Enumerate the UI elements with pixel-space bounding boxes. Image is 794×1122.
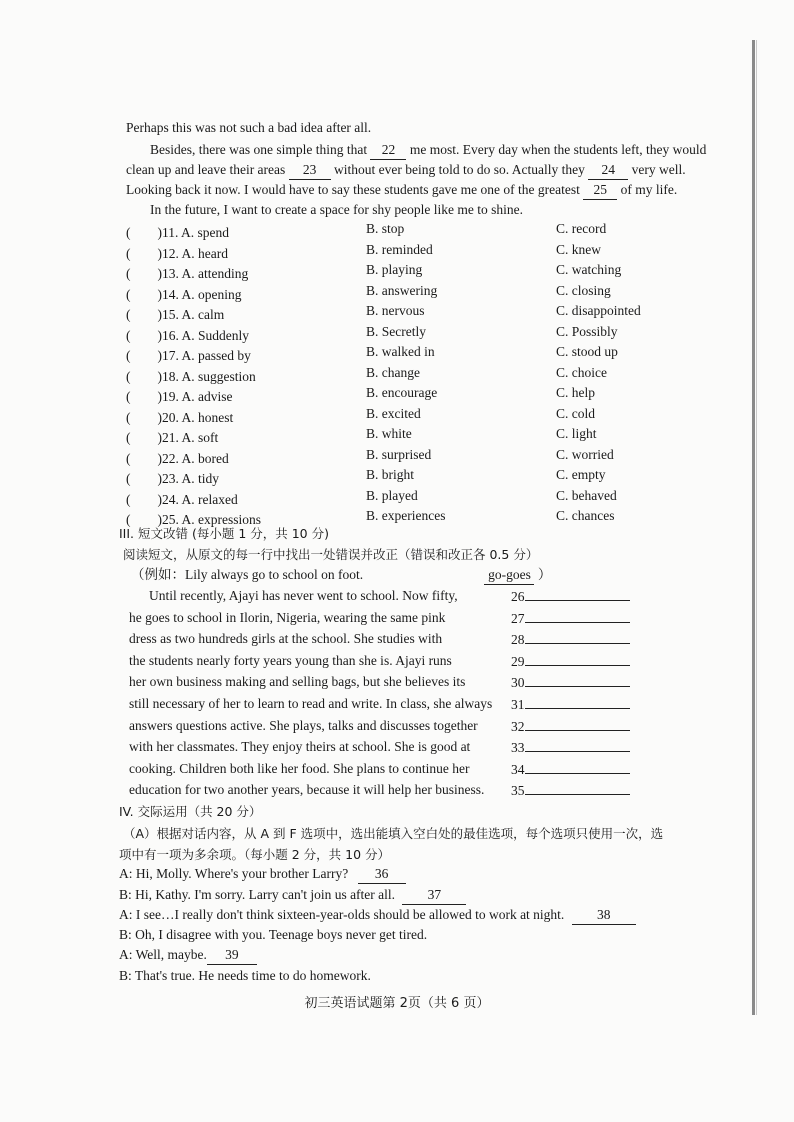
answer-number: 26	[511, 589, 525, 604]
passage-line-5: In the future, I want to create a space for shy people like me to shine.	[150, 202, 523, 217]
option-c: C. watching	[556, 262, 622, 277]
option-c: C. record	[556, 221, 607, 236]
proofreading-text-line: the students nearly forty years young than she is. Ajayi runs	[129, 652, 452, 668]
option-c: C. help	[556, 385, 595, 400]
option-b: B. answering	[366, 282, 438, 298]
dialogue-line-2: B: Hi, Kathy. I'm sorry. Larry can't join us after all. 37	[119, 886, 466, 905]
section3-instruction: 阅读短文，从原文的每一行中找出一处错误并改正（错误和改正各 0.5 分）	[123, 547, 539, 562]
option-c: C. empty	[556, 467, 606, 482]
option-c: C. disappointed	[556, 303, 641, 318]
blank-37: 37	[402, 886, 466, 905]
option-c: C. Possibly	[556, 323, 618, 339]
option-row	[126, 447, 646, 467]
answer-slot	[511, 674, 630, 691]
option-row	[126, 426, 646, 446]
answer-slot	[511, 739, 630, 756]
dialogue-line-6: B: That's true. He needs time to do homework.	[119, 968, 371, 983]
page-edge-shadow-light	[756, 40, 757, 1015]
passage-line-2: Besides, there was one simple thing that 22 me most. Every day when the students left, they would	[150, 141, 706, 160]
option-b: B. white	[366, 426, 412, 441]
answer-slot	[511, 610, 630, 627]
blank-25: 25	[583, 181, 617, 200]
proofreading-text-line: dress as two hundreds girls at the school. She studies with	[129, 631, 443, 647]
option-b: B. surprised	[366, 446, 432, 462]
option-c: C. worried	[556, 446, 614, 462]
option-b: B. stop	[366, 221, 405, 236]
proofreading-text-line: her own business making and selling bags, but she believes its	[129, 674, 466, 690]
option-c: C. behaved	[556, 487, 617, 503]
option-a: ( )22. A. bored	[126, 450, 229, 466]
answer-slot	[511, 761, 630, 778]
proofreading-text-line: with her classmates. They enjoy theirs at school. She is good at	[129, 739, 471, 755]
section3-example: （例如：Lily always go to school on foot. go-goes ）	[131, 566, 551, 585]
answer-number: 29	[511, 653, 525, 669]
section4-title: IV. 交际运用（共 20 分）	[119, 804, 262, 819]
answer-number: 34	[511, 761, 525, 777]
section4-instruction-1: （A）根据对话内容，从 A 到 F 选项中，选出能填入空白处的最佳选项，每个选项只使用一次，选	[123, 826, 664, 841]
option-b: B. excited	[366, 405, 421, 421]
answer-number: 35	[511, 783, 525, 799]
answer-underline	[525, 718, 630, 731]
answer-number: 33	[511, 740, 525, 756]
proofreading-text-line: Until recently, Ajayi has never went to school. Now fifty,	[149, 588, 458, 603]
option-row	[126, 385, 646, 405]
section3-title: III. 短文改错 (每小题 1 分，共 10 分)	[119, 526, 329, 541]
answer-number: 27	[511, 610, 525, 626]
example-answer: go-goes	[484, 566, 534, 585]
answer-underline	[525, 761, 630, 774]
option-row	[126, 262, 646, 282]
dialogue-line-1: A: Hi, Molly. Where's your brother Larry? 36	[119, 865, 406, 884]
option-a: ( )19. A. advise	[126, 389, 233, 404]
answer-underline	[525, 739, 630, 752]
option-c: C. light	[556, 426, 597, 441]
page-footer: 初三英语试题第 2页（共 6 页）	[304, 996, 490, 1011]
passage-line-3: clean up and leave their areas 23 without ever being told to do so. Actually they 24 very well.	[126, 161, 686, 180]
option-row	[126, 467, 646, 487]
option-row	[126, 242, 646, 262]
option-b: B. walked in	[366, 344, 435, 359]
answer-slot	[511, 696, 630, 713]
option-c: C. cold	[556, 405, 595, 421]
option-a: ( )12. A. heard	[126, 245, 228, 261]
option-a: ( )11. A. spend	[126, 225, 229, 240]
option-c: C. stood up	[556, 344, 618, 359]
answer-number: 30	[511, 675, 525, 691]
option-row	[126, 283, 646, 303]
option-b: B. played	[366, 487, 418, 503]
passage-line-1: Perhaps this was not such a bad idea after all.	[126, 120, 372, 135]
answer-underline	[525, 696, 630, 709]
proofreading-text-line: still necessary of her to learn to read and write. In class, she always	[129, 696, 493, 711]
option-b: B. Secretly	[366, 323, 426, 339]
option-b: B. playing	[366, 262, 423, 277]
option-a: ( )24. A. relaxed	[126, 491, 238, 507]
option-row	[126, 324, 646, 344]
option-b: B. reminded	[366, 241, 433, 257]
option-row	[126, 303, 646, 323]
blank-39: 39	[207, 946, 257, 965]
option-a: ( )25. A. expressions	[126, 512, 261, 527]
option-c: C. closing	[556, 282, 611, 298]
proofreading-text-line: education for two another years, because it will help her business.	[129, 782, 485, 798]
option-b: B. bright	[366, 467, 415, 482]
passage-line-4: Looking back it now. I would have to say these students gave me one of the greatest 25 of my life.	[126, 181, 677, 200]
answer-number: 31	[511, 697, 525, 712]
option-c: C. knew	[556, 241, 601, 257]
option-a: ( )21. A. soft	[126, 430, 219, 445]
answer-underline	[525, 610, 630, 623]
option-a: ( )13. A. attending	[126, 266, 249, 281]
option-b: B. experiences	[366, 508, 446, 523]
answer-number: 32	[511, 718, 525, 734]
blank-36: 36	[358, 865, 406, 884]
answer-slot	[511, 782, 630, 799]
option-b: B. change	[366, 364, 420, 380]
answer-number: 28	[511, 632, 525, 648]
page-edge-shadow	[752, 40, 755, 1015]
option-a: ( )14. A. opening	[126, 286, 242, 302]
blank-23: 23	[289, 161, 331, 180]
proofreading-text-line: he goes to school in Ilorin, Nigeria, wearing the same pink	[129, 609, 446, 625]
option-c: C. choice	[556, 364, 607, 380]
blank-24: 24	[588, 161, 628, 180]
option-row	[126, 488, 646, 508]
section4-instruction-2: 项中有一项为多余项。（每小题 2 分，共 10 分）	[119, 847, 391, 862]
option-b: B. nervous	[366, 303, 425, 318]
option-a: ( )23. A. tidy	[126, 471, 219, 486]
blank-22: 22	[370, 141, 406, 160]
option-a: ( )18. A. suggestion	[126, 368, 256, 384]
option-b: B. encourage	[366, 385, 438, 400]
option-a: ( )16. A. Suddenly	[126, 327, 249, 343]
answer-slot	[511, 653, 630, 670]
blank-38: 38	[572, 906, 636, 925]
proofreading-text-line: answers questions active. She plays, talks and discusses together	[129, 717, 478, 733]
option-a: ( )20. A. honest	[126, 409, 234, 425]
answer-underline	[525, 653, 630, 666]
option-row	[126, 365, 646, 385]
proofreading-text-line: cooking. Children both like her food. She plans to continue her	[129, 760, 470, 776]
answer-underline	[525, 588, 630, 601]
option-c: C. chances	[556, 508, 615, 523]
dialogue-line-4: B: Oh, I disagree with you. Teenage boys never get tired.	[119, 927, 428, 942]
option-a: ( )15. A. calm	[126, 307, 225, 322]
answer-underline	[525, 631, 630, 644]
option-row	[126, 344, 646, 364]
answer-slot	[511, 718, 630, 735]
answer-underline	[525, 674, 630, 687]
answer-slot	[511, 588, 630, 605]
option-row	[126, 406, 646, 426]
answer-slot	[511, 631, 630, 648]
option-a: ( )17. A. passed by	[126, 348, 251, 363]
dialogue-line-5: A: Well, maybe. 39	[119, 946, 257, 965]
dialogue-line-3: A: I see…I really don't think sixteen-year-olds should be allowed to work at night. 38	[119, 906, 636, 925]
option-row	[126, 221, 646, 241]
answer-underline	[525, 782, 630, 795]
